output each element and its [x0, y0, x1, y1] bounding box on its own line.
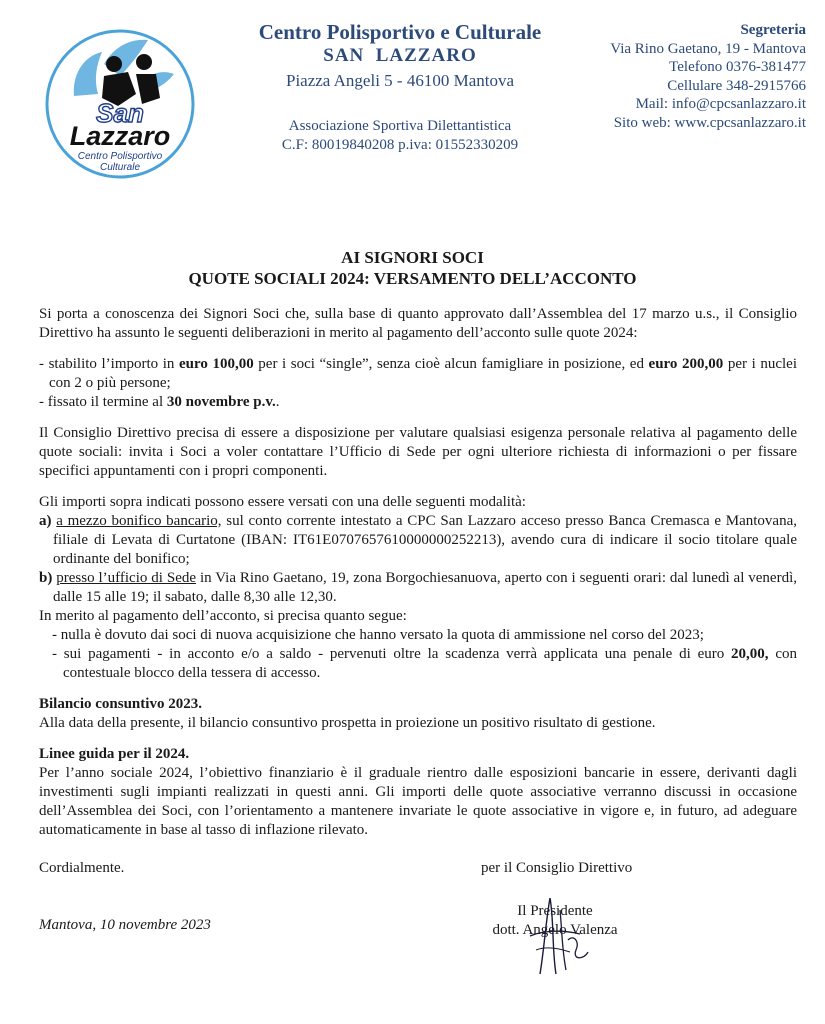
organization-address: Piazza Angeli 5 - 46100 Mantova: [285, 71, 515, 90]
handwritten-signature: [510, 890, 600, 980]
logo-subtitle: Centro Polisportivo: [77, 151, 163, 162]
bullet-deadline: [39, 393, 797, 412]
athlete-head: [136, 54, 152, 70]
logo-word-san: San: [96, 98, 144, 128]
amount-single: euro 100,00: [178, 356, 254, 372]
title-line-1: AI SIGNORI SOCI: [341, 248, 484, 267]
bilancio-paragraph: Alla data della presente, il bilancio consuntivo prospetta in proiezione un positivo risultato di gestione.: [39, 715, 656, 731]
bullet-amount: [39, 355, 797, 393]
logo-word-lazzaro: Lazzaro: [69, 121, 171, 151]
section-heading-bilancio: Bilancio consuntivo 2023.: [39, 696, 202, 712]
note-new-members: - nulla è dovuto dai soci di nuova acquisizione che hanno versato la quota di ammissione nel corso del 2023;: [52, 627, 704, 643]
payment-option-b: [39, 569, 797, 607]
email-address[interactable]: Mail: info@cpcsanlazzaro.it: [635, 96, 806, 113]
secretariat-title: Segreteria: [740, 22, 806, 38]
fiscal-codes: C.F: 80019840208 p.iva: 01552330209: [281, 137, 519, 153]
athlete-head: [106, 56, 122, 72]
payment-intro: Gli importi sopra indicati possono essere versati con una delle seguenti modalità:: [39, 494, 526, 510]
president-name: dott. Angelo Valenza: [492, 922, 618, 938]
organization-place: SAN LAZZARO: [323, 45, 477, 66]
text-span: per i nuclei con 2 o più persone;: [49, 356, 797, 391]
association-logo: [44, 24, 196, 184]
secretariat-address: Via Rino Gaetano, 19 - Mantova: [610, 40, 806, 57]
logo-subtitle: Culturale: [99, 162, 141, 173]
text-span: .: [275, 394, 280, 410]
council-paragraph: Il Consiglio Direttivo precisa di essere a disposizione per valutare qualsiasi esigenza personale relativa al pagamento delle quote sociali: invita i Soci a voler contattare l’Ufficio di Sede per ogni ulteriore richiesta di informazioni o per fissare specifici appuntamenti con i propri componenti.: [39, 425, 797, 479]
payment-option-a: [39, 512, 797, 569]
text-span: con contestuale blocco della tessera di accesso.: [63, 646, 797, 681]
bank-transfer-link: a mezzo bonifico bancario,: [56, 513, 222, 529]
text-span: - fissato il termine al: [39, 394, 167, 410]
document-title: [0, 247, 825, 289]
section-heading-linee: Linee guida per il 2024.: [39, 746, 190, 762]
organization-header: [240, 20, 560, 155]
notes-intro: In merito al pagamento dell’acconto, si precisa quanto segue:: [39, 608, 407, 624]
organization-name: Centro Polisportivo e Culturale: [258, 20, 542, 44]
closing-greeting: Cordialmente.: [39, 860, 125, 876]
penalty-amount: 20,00,: [731, 646, 769, 662]
title-line-2: QUOTE SOCIALI 2024: VERSAMENTO DELL’ACCONTO: [188, 269, 637, 288]
document-body: [39, 305, 797, 840]
amount-family: euro 200,00: [648, 356, 724, 372]
deadline-date: 30 novembre p.v.: [166, 394, 276, 410]
text-span: sul conto corrente intestato a CPC San Lazzaro acceso presso Banca Cremasca e Mantovana, filiale di Levata di Curtatone (IBAN: IT61E0707657610000000252213), avendo cura di indicare il socio titolare quale ordinante del bonifico;: [53, 513, 797, 567]
note-penalty: [39, 645, 797, 683]
for-council: per il Consiglio Direttivo: [481, 860, 633, 876]
text-span: in Via Rino Gaetano, 19, zona Borgochiesanuova, aperto con i seguenti orari: dal lunedì al venerdì, dalle 15 alle 19; il sabato, dalle 8,30 alle 12,30.: [53, 570, 798, 605]
contacts-block: [546, 21, 806, 133]
text-span: - stabilito l’importo in: [39, 356, 179, 372]
option-label: a): [39, 513, 52, 529]
mobile-number: Cellulare 348-2915766: [667, 77, 806, 94]
document-date: Mantova, 10 novembre 2023: [39, 917, 211, 933]
text-span: per i soci “single”, senza cioè alcun famigliare in posizione, ed: [253, 356, 649, 372]
text-span: - sui pagamenti - in acconto e/o a saldo - pervenuti oltre la scadenza verrà applicata una penale di euro: [52, 646, 732, 662]
phone-number: Telefono 0376-381477: [669, 59, 806, 76]
intro-paragraph: Si porta a conoscenza dei Signori Soci che, sulla base di quanto approvato dall’Assemblea del 17 marzo u.s., il Consiglio Direttivo ha assunto le seguenti deliberazioni in merito al pagamento dell’acconto sulle quote 2024:: [39, 306, 797, 341]
office-link: presso l’ufficio di Sede: [56, 570, 197, 586]
association-type: Associazione Sportiva Dilettantistica: [288, 118, 512, 134]
option-label: b): [39, 570, 53, 586]
website[interactable]: Sito web: www.cpcsanlazzaro.it: [613, 114, 806, 131]
president-title: Il Presidente: [517, 903, 593, 919]
linee-paragraph: Per l’anno sociale 2024, l’obiettivo finanziario è il graduale rientro dalle esposizioni bancarie in essere, derivanti dagli investimenti sugli impianti realizzati in questi anni. Gli importi delle quote associative verranno discussi in occasione dell’Assemblea dei Soci, con l’orientamento a mantenere invariate le quote associative in vigore e, in futuro, ad adeguare automaticamente in base al tasso di inflazione rilevato.: [39, 765, 797, 838]
